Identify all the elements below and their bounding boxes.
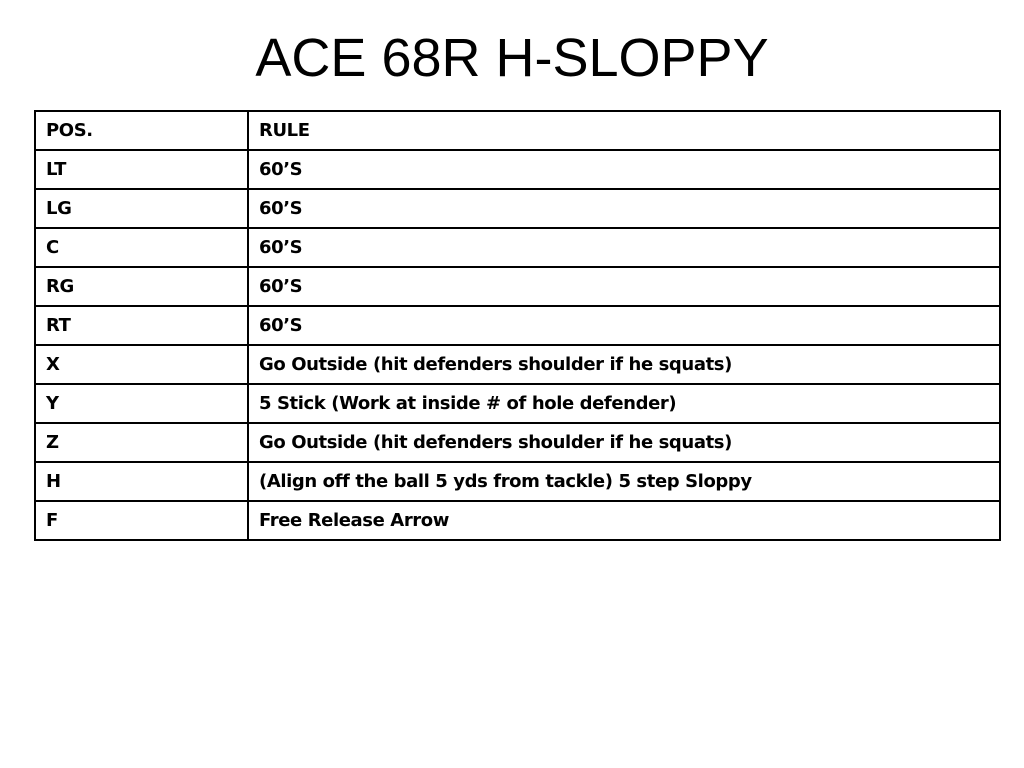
cell-rule: 60’S: [248, 189, 1000, 228]
cell-pos: Y: [35, 384, 248, 423]
cell-rule: 60’S: [248, 228, 1000, 267]
cell-pos: X: [35, 345, 248, 384]
cell-rule: (Align off the ball 5 yds from tackle) 5 step Sloppy: [248, 462, 1000, 501]
table-row: [35, 423, 1000, 462]
table-header-row: [35, 111, 1000, 150]
cell-pos: Z: [35, 423, 248, 462]
table-row: [35, 501, 1000, 540]
cell-pos: LG: [35, 189, 248, 228]
table-row: [35, 384, 1000, 423]
cell-rule: 60’S: [248, 267, 1000, 306]
table-row: [35, 462, 1000, 501]
cell-rule: 60’S: [248, 150, 1000, 189]
table-row: [35, 345, 1000, 384]
cell-rule: 5 Stick (Work at inside # of hole defender): [248, 384, 1000, 423]
cell-rule: Go Outside (hit defenders shoulder if he squats): [248, 345, 1000, 384]
cell-pos: F: [35, 501, 248, 540]
table-row: [35, 306, 1000, 345]
cell-rule: Free Release Arrow: [248, 501, 1000, 540]
cell-pos: RT: [35, 306, 248, 345]
cell-pos: LT: [35, 150, 248, 189]
header-pos: POS.: [35, 111, 248, 150]
position-rules-table: [34, 110, 1001, 541]
header-rule: RULE: [248, 111, 1000, 150]
slide-title: ACE 68R H-SLOPPY: [255, 28, 769, 88]
cell-rule: 60’S: [248, 306, 1000, 345]
table-row: [35, 150, 1000, 189]
cell-pos: C: [35, 228, 248, 267]
cell-pos: RG: [35, 267, 248, 306]
cell-rule: Go Outside (hit defenders shoulder if he squats): [248, 423, 1000, 462]
cell-pos: H: [35, 462, 248, 501]
table-row: [35, 228, 1000, 267]
table-row: [35, 267, 1000, 306]
table-row: [35, 189, 1000, 228]
